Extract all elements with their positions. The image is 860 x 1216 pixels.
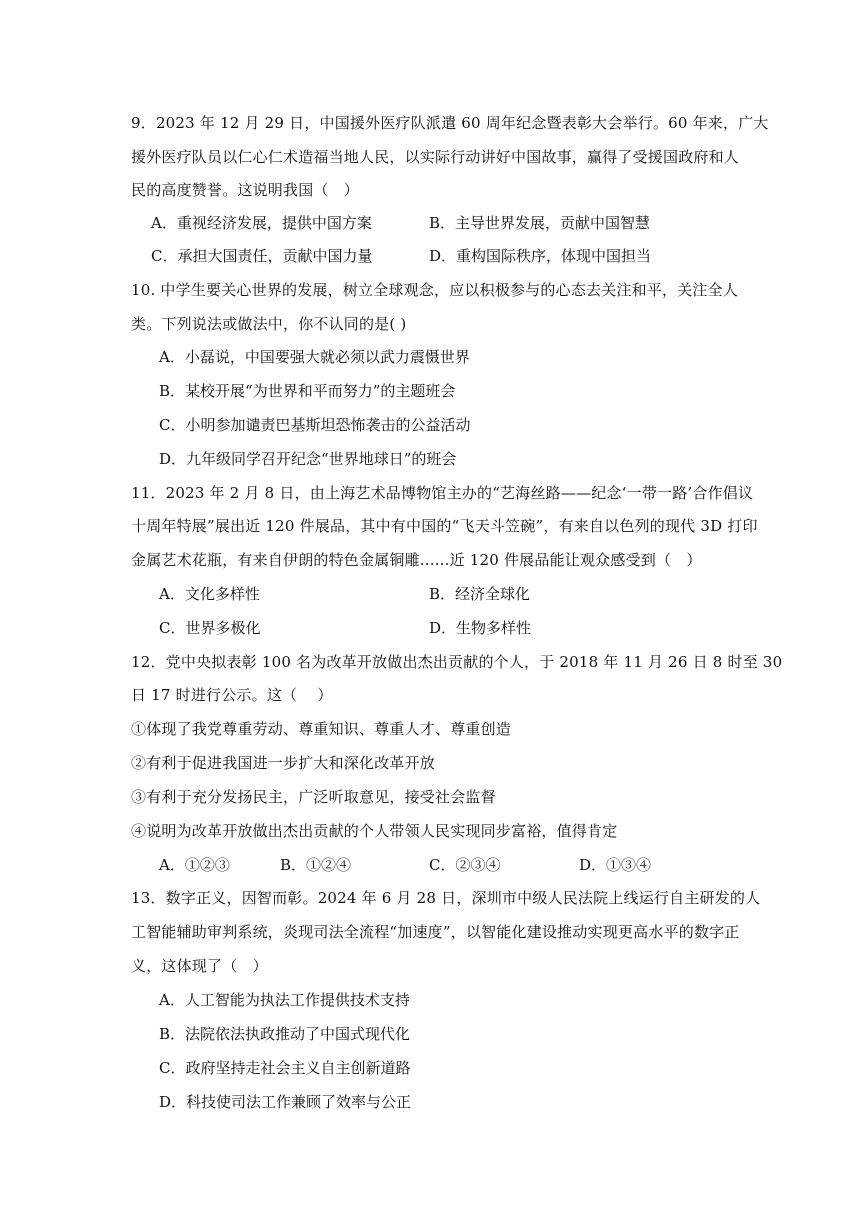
q13-stem-line-1: 13．数字正义，因智而彰。2024 年 6 月 28 日，深圳市中级人民法院上线运行自主研发的人 xyxy=(131,889,761,907)
q9-option-d: D．重构国际秩序，体现中国担当 xyxy=(429,247,652,265)
q10-option-a: A．小磊说，中国要强大就必须以武力震慑世界 xyxy=(159,348,470,366)
q12-statement-3: ③有利于充分发扬民主，广泛听取意见，接受社会监督 xyxy=(131,788,496,806)
q9-stem-line-2: 援外医疗队员以仁心仁术造福当地人民，以实际行动讲好中国故事，赢得了受援国政府和人 xyxy=(131,148,740,166)
q11-stem-line-3: 金属艺术花瓶，有来自伊朗的特色金属铜雕......近 120 件展品能让观众感受到（ ） xyxy=(131,551,702,569)
q10-option-d: D．九年级同学召开纪念“世界地球日”的班会 xyxy=(159,450,457,468)
q9-stem-line-1: 9．2023 年 12 月 29 日，中国援外医疗队派遣 60 周年纪念暨表彰大会举行。60 年来，广大 xyxy=(131,114,769,132)
q13-stem-line-2: 工智能辅助审判系统，炎现司法全流程“加速度”，以智能化建设推动实现更高水平的数字正 xyxy=(131,923,740,941)
q12-statement-4: ④说明为改革开放做出杰出贡献的个人带领人民实现同步富裕，值得肯定 xyxy=(131,822,618,840)
q12-option-d: D．①③④ xyxy=(579,856,652,874)
q12-option-c: C．②③④ xyxy=(429,856,501,874)
q9-option-a: A．重视经济发展，提供中国方案 xyxy=(151,214,372,232)
q11-option-a: A．文化多样性 xyxy=(159,585,260,603)
q10-option-c: C．小明参加谴责巴基斯坦恐怖袭击的公益活动 xyxy=(159,416,471,434)
q10-option-b: B．某校开展“为世界和平而努力”的主题班会 xyxy=(159,382,456,400)
q10-stem-line-2: 类。下列说法或做法中，你不认同的是( ) xyxy=(131,315,407,333)
q12-statement-2: ②有利于促进我国进一步扩大和深化改革开放 xyxy=(131,754,436,772)
q10-stem-line-1: 10. 中学生要关心世界的发展，树立全球观念，应以积极参与的心态去关注和平，关注全人 xyxy=(131,281,739,299)
q11-option-c: C．世界多极化 xyxy=(159,619,261,637)
q9-option-c: C．承担大国责任，贡献中国力量 xyxy=(151,247,373,265)
q13-option-d: D．科技使司法工作兼顾了效率与公正 xyxy=(159,1093,412,1111)
q13-stem-line-3: 义，这体现了（ ） xyxy=(131,957,268,975)
q12-option-a: A．①②③ xyxy=(159,856,230,874)
q12-option-b: B．①②④ xyxy=(280,856,352,874)
q11-option-b: B．经济全球化 xyxy=(429,585,531,603)
q13-option-a: A．人工智能为执法工作提供技术支持 xyxy=(159,991,410,1009)
q11-stem-line-2: 十周年特展”展出近 120 件展品，其中有中国的“飞天斗笠碗”，有来自以色列的现代 3D 打印 xyxy=(131,517,758,535)
q13-option-b: B．法院依法执政推动了中国式现代化 xyxy=(159,1025,411,1043)
q12-stem-line-1: 12．党中央拟表彰 100 名为改革开放做出杰出贡献的个人，于 2018 年 11 月 26 日 8 时至 30 xyxy=(131,653,783,671)
q11-option-d: D．生物多样性 xyxy=(429,619,532,637)
q13-option-c: C．政府坚持走社会主义自主创新道路 xyxy=(159,1059,411,1077)
q11-stem-line-1: 11．2023 年 2 月 8 日，由上海艺术品博物馆主办的“艺海丝路——纪念‘一带一路’合作倡议 xyxy=(131,484,754,502)
q9-stem-line-3: 民的高度赞誉。这说明我国（ ） xyxy=(131,181,360,199)
q9-option-b: B．主导世界发展，贡献中国智慧 xyxy=(429,214,651,232)
q12-statement-1: ①体现了我党尊重劳动、尊重知识、尊重人才、尊重创造 xyxy=(131,720,512,738)
q12-stem-line-2: 日 17 时进行公示。这（ ） xyxy=(131,686,333,704)
